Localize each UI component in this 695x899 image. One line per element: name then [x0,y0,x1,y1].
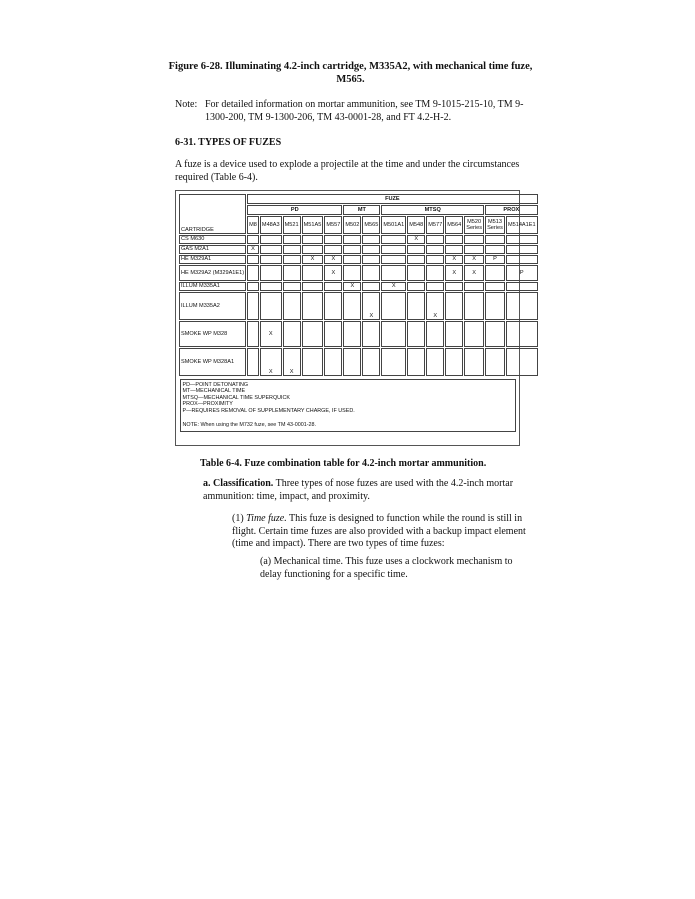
fuze-cell [506,255,538,264]
fuze-cell [426,245,444,254]
fuze-group-pd: PD [247,205,342,215]
fuze-group-mt: MT [343,205,380,215]
paragraph-classification [203,478,533,503]
fuze-group-mtsq: MTSQ [381,205,484,215]
fuze-cell [506,245,538,254]
fuze-cell [283,282,301,291]
fuze-cell: X [445,255,463,264]
cartridge-name: SMOKE WP M328 [179,321,246,347]
fuze-cell: X [464,265,484,281]
fuze-cell [283,235,301,244]
fuze-cell: X [260,348,282,376]
legend-line: PROX—PROXIMITY [182,401,233,407]
fuze-cell [381,292,406,320]
fuze-cell [445,348,463,376]
fuze-cell [426,265,444,281]
fuze-cell [362,321,380,347]
fuze-column-header: M564 [445,216,463,234]
cartridge-name: GAS M2A1 [179,245,246,254]
figure-caption: Figure 6-28. Illuminating 4.2-inch cartridge, M335A2, with mechanical time fuze, M565. [168,61,533,85]
fuze-cell: X [324,255,342,264]
fuze-cell [464,292,484,320]
table-row [179,321,538,347]
legend-note: NOTE: When using the M732 fuze, see TM 43-0001-28. [182,422,317,428]
fuze-cell [247,348,259,376]
legend-line: MT—MECHANICAL TIME [182,388,246,394]
fuze-cell [426,282,444,291]
fuze-cell [302,265,324,281]
legend-line: MTSQ—MECHANICAL TIME SUPERQUICK [182,394,291,401]
paragraph-mechanical-time: (a) Mechanical time. This fuze uses a clockwork mechanism to delay functioning for a specific time. [260,556,513,580]
fuze-cell [343,235,361,244]
fuze-cell [362,245,380,254]
fuze-cell [343,292,361,320]
fuze-cell [407,255,425,264]
fuze-cell: X [343,282,361,291]
fuze-cell [324,282,342,291]
cartridge-name: ILLUM M335A1 [179,282,246,291]
fuze-cell [247,255,259,264]
fuze-cell: P [506,265,538,281]
fuze-cell [381,235,406,244]
time-fuze-prefix: (1) [232,513,247,524]
fuze-cell [426,235,444,244]
fuze-cell [426,348,444,376]
intro-paragraph: A fuze is a device used to explode a projectile at the time and under the circumstances required (Table 6-4). [175,159,520,183]
fuze-cell [283,265,301,281]
fuze-cell [464,321,484,347]
legend-line: P—REQUIRES REMOVAL OF SUPPLEMENTARY CHARGE, IF USED. [182,407,355,414]
table-caption: Table 6-4. Fuze combination table for 4.2-inch mortar ammunition. [200,458,487,469]
table-row [179,245,538,254]
cartridge-header: CARTRIDGE [179,194,246,234]
fuze-cell [302,245,324,254]
fuze-column-header: M501A1 [381,216,406,234]
fuze-cell [445,282,463,291]
fuze-cell: X [445,265,463,281]
table-row [179,255,538,264]
fuze-cell [464,282,484,291]
fuze-group-prox: PROX [485,205,538,215]
fuze-cell [485,265,505,281]
fuze-cell [324,348,342,376]
fuze-cell [247,235,259,244]
fuze-cell [485,235,505,244]
fuze-cell [506,292,538,320]
cartridge-name: ILLUM M335A2 [179,292,246,320]
fuze-cell [343,245,361,254]
fuze-cell: X [247,245,259,254]
fuze-cell [426,321,444,347]
fuze-cell [324,292,342,320]
fuze-cell [260,235,282,244]
fuze-cell [362,282,380,291]
fuze-cell [324,321,342,347]
fuze-cell [381,255,406,264]
fuze-cell [343,348,361,376]
fuze-cell [247,265,259,281]
fuze-cell: X [464,255,484,264]
fuze-cell [247,282,259,291]
fuze-cell [283,245,301,254]
fuze-cell [485,321,505,347]
legend-line: PD—POINT DETONATING [182,381,249,388]
fuze-column-header: M51A5 [302,216,324,234]
fuze-cell [362,265,380,281]
paragraph-time-fuze [232,513,532,551]
fuze-cell [260,255,282,264]
fuze-header: FUZE [247,194,538,204]
note-label: Note: [175,99,198,110]
fuze-cell [407,265,425,281]
fuze-cell: X [407,235,425,244]
fuze-cell [343,265,361,281]
fuze-cell: X [362,292,380,320]
fuze-cell [485,282,505,291]
fuze-cell [283,292,301,320]
fuze-cell [445,292,463,320]
fuze-cell: X [381,282,406,291]
fuze-cell [362,348,380,376]
fuze-cell: X [324,265,342,281]
table-legend [180,379,516,432]
fuze-cell [260,245,282,254]
cartridge-name: CS M630 [179,235,246,244]
time-fuze-text: This fuze is designed to function while the round is still in flight. Certain time fuzes are also provided with a backup impact element (time and impact). There are two types of time fuzes: [232,513,526,549]
fuze-cell [362,235,380,244]
note [175,99,535,124]
fuze-cell [302,348,324,376]
fuze-cell [381,348,406,376]
fuze-cell [247,292,259,320]
fuze-column-header: M513 Series [485,216,505,234]
fuze-cell: X [302,255,324,264]
time-fuze-term: Time fuze. [246,513,287,524]
fuze-cell [302,292,324,320]
table-row [179,348,538,376]
fuze-column-header: M8 [247,216,259,234]
fuze-column-header: M577 [426,216,444,234]
fuze-cell [381,265,406,281]
table-row [179,265,538,281]
fuze-cell [302,321,324,347]
fuze-column-header: M557 [324,216,342,234]
cartridge-name: SMOKE WP M328A1 [179,348,246,376]
fuze-column-header: M565 [362,216,380,234]
fuze-cell [426,255,444,264]
fuze-cell [343,321,361,347]
fuze-cell: X [283,348,301,376]
fuze-cell [445,235,463,244]
fuze-cell [485,245,505,254]
fuze-cell [381,245,406,254]
cartridge-name: HE M329A2 (M329A1E1) [179,265,246,281]
section-heading: 6-31. TYPES OF FUZES [175,137,282,148]
fuze-cell [464,245,484,254]
fuze-cell [343,255,361,264]
fuze-cell [324,245,342,254]
fuze-column-header: M48A3 [260,216,282,234]
fuze-cell [324,235,342,244]
fuze-cell [445,321,463,347]
fuze-cell [506,348,538,376]
classification-text: Three types of nose fuzes are used with the 4.2-inch mortar ammunition: time, impact, and proximity. [203,478,514,502]
fuze-cell [407,292,425,320]
fuze-cell [464,235,484,244]
fuze-cell [381,321,406,347]
fuze-cell: X [426,292,444,320]
fuze-cell [407,282,425,291]
fuze-cell [407,245,425,254]
fuze-cell [407,321,425,347]
fuze-cell [302,282,324,291]
fuze-column-header: M548 [407,216,425,234]
fuze-combination-table [175,190,536,446]
fuze-column-header: M502 [343,216,361,234]
fuze-cell [506,321,538,347]
fuze-cell [506,282,538,291]
fuze-column-header: M514A1E1 [506,216,538,234]
fuze-cell [283,321,301,347]
fuze-cell [485,348,505,376]
fuze-column-header: M521 [283,216,301,234]
fuze-cell [260,282,282,291]
table-row [179,235,538,244]
fuze-cell [362,255,380,264]
classification-label: a. Classification. [203,478,274,489]
cartridge-name: HE M329A1 [179,255,246,264]
fuze-column-header: M520 Series [464,216,484,234]
fuze-cell [506,235,538,244]
fuze-cell [247,321,259,347]
fuze-cell [485,292,505,320]
fuze-cell [445,245,463,254]
fuze-cell [407,348,425,376]
note-text: For detailed information on mortar ammunition, see TM 9-1015-215-10, TM 9-1300-200, TM 9-1300-206, TM 43-0001-28, and FT 4.2-H-2. [205,99,524,123]
fuze-cell: X [260,321,282,347]
fuze-table [178,193,539,377]
fuze-cell [464,348,484,376]
fuze-cell: P [485,255,505,264]
fuze-cell [260,265,282,281]
table-row [179,292,538,320]
table-row [179,282,538,291]
fuze-cell [302,235,324,244]
fuze-cell [283,255,301,264]
fuze-cell [260,292,282,320]
